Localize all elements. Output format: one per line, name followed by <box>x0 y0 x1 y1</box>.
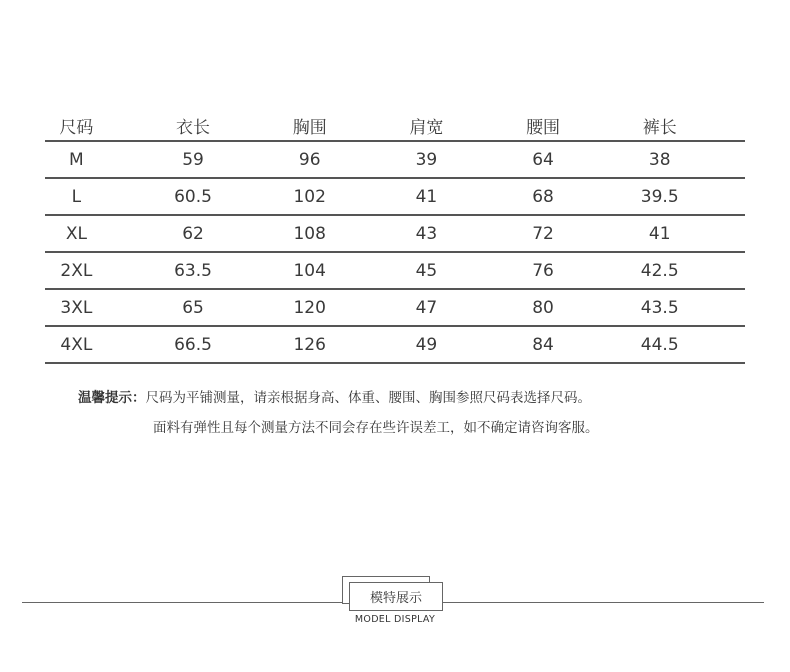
cell-shoulder: 39 <box>415 149 438 170</box>
table-row <box>45 327 745 364</box>
cell-pants-length: 38 <box>648 149 671 170</box>
section-title: 模特展示 <box>349 582 443 611</box>
table-row <box>45 179 745 216</box>
table-row <box>45 216 745 253</box>
cell-chest: 108 <box>293 223 326 244</box>
cell-chest: 126 <box>293 334 326 355</box>
table-row <box>45 253 745 290</box>
cell-pants-length: 39.5 <box>640 186 679 207</box>
cell-shoulder: 43 <box>415 223 438 244</box>
header-waist: 腰围 <box>526 117 561 138</box>
cell-chest: 102 <box>293 186 326 207</box>
cell-waist: 68 <box>532 186 554 207</box>
table-header-row <box>45 110 745 142</box>
cell-length: 65 <box>182 297 204 318</box>
table-row <box>45 290 745 327</box>
cell-shoulder: 45 <box>415 260 438 281</box>
size-table <box>45 110 745 364</box>
header-length: 衣长 <box>176 117 211 138</box>
notes-line-2: 面料有弹性且每个测量方法不同会存在些许误差工，如不确定请咨询客服。 <box>153 420 599 436</box>
cell-length: 59 <box>182 149 204 170</box>
cell-size: 2XL <box>60 260 93 281</box>
table-row <box>45 142 745 179</box>
section-subtitle: MODEL DISPLAY <box>354 614 436 625</box>
cell-waist: 84 <box>532 334 554 355</box>
cell-size: XL <box>65 223 87 244</box>
cell-waist: 80 <box>532 297 554 318</box>
cell-pants-length: 41 <box>648 223 671 244</box>
header-pants-length: 裤长 <box>642 117 677 138</box>
notes-line-1 <box>78 386 599 406</box>
header-chest: 胸围 <box>292 117 327 138</box>
cell-size: L <box>71 186 82 207</box>
cell-chest: 104 <box>293 260 326 281</box>
cell-pants-length: 44.5 <box>640 334 679 355</box>
cell-shoulder: 47 <box>415 297 438 318</box>
cell-length: 60.5 <box>174 186 212 207</box>
header-size: 尺码 <box>59 117 94 138</box>
cell-shoulder: 41 <box>415 186 438 207</box>
header-shoulder: 肩宽 <box>409 117 444 138</box>
notes-text-1: 尺码为平铺测量，请亲根据身高、体重、腰围、胸围参照尺码表选择尺码。 <box>145 390 591 406</box>
cell-shoulder: 49 <box>415 334 438 355</box>
cell-pants-length: 43.5 <box>640 297 679 318</box>
cell-size: 3XL <box>60 297 93 318</box>
cell-length: 63.5 <box>174 260 212 281</box>
cell-waist: 64 <box>532 149 554 170</box>
size-notes <box>78 386 599 436</box>
notes-label: 温馨提示： <box>78 390 146 406</box>
cell-size: 4XL <box>60 334 93 355</box>
cell-length: 66.5 <box>174 334 212 355</box>
cell-length: 62 <box>182 223 204 244</box>
cell-chest: 96 <box>298 149 321 170</box>
cell-size: M <box>69 149 84 170</box>
cell-waist: 72 <box>532 223 554 244</box>
cell-pants-length: 42.5 <box>640 260 679 281</box>
cell-chest: 120 <box>293 297 326 318</box>
cell-waist: 76 <box>532 260 554 281</box>
